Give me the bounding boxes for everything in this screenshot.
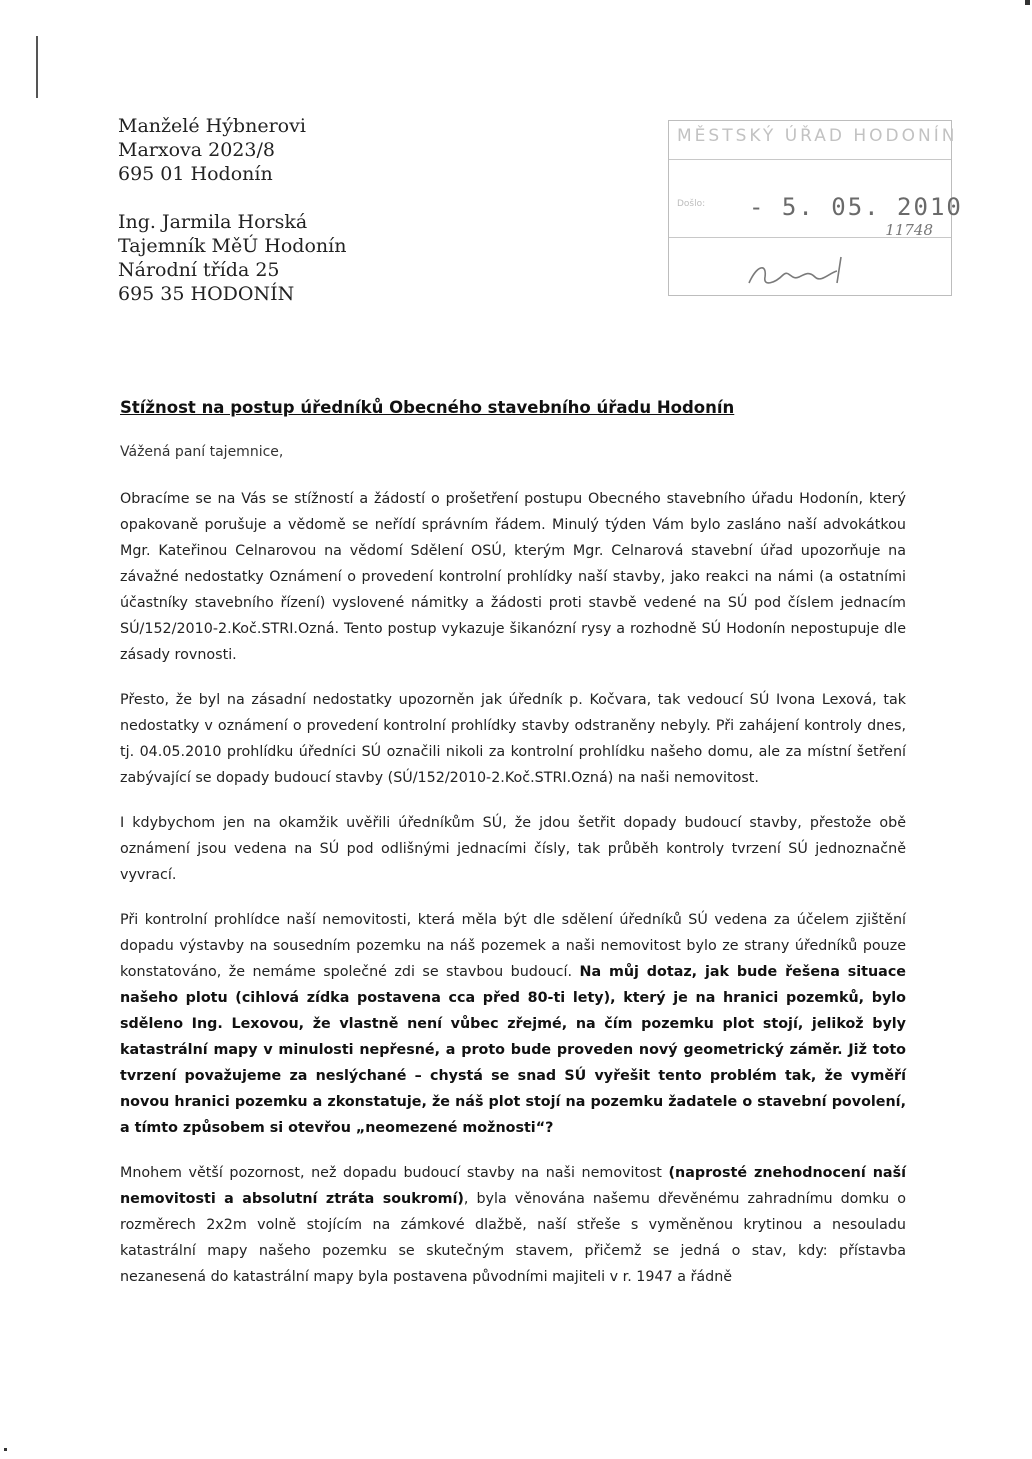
paragraph-4-bold-text: Na můj dotaz, jak bude řešena situace našeho plotu (cihlová zídka postavena cca před 80-ti lety), který je na hranici pozemků, bylo sděleno Ing. Lexovou, že vlastně není vůbec zřejmé, na čím pozemku plot stojí, jelikož byly katastrální mapy v minulosti nepřesné, a proto bude proveden nový geometrický záměr. Již toto tvrzení považujeme za neslýchané – chystá se snad SÚ vyřešit tento problém tak, že vyměří novou hranici pozemku a zkonstatuje, že náš plot stojí na pozemku žadatele o stavební povolení, a tímto způsobem si otevřou „neomezené možnosti“? [120,964,906,1136]
stamp-divider [669,159,951,160]
paragraph-5-bold-text: (naprosté znehodnocení naší nemovitosti a absolutní ztráta soukromí) [120,1165,906,1207]
letter-title: Stížnost na postup úředníků Obecného stavebního úřadu Hodonín [120,398,735,417]
scan-artifact-dot [4,1448,7,1451]
recipient-name: Ing. Jarmila Horská [118,211,308,233]
recipient-role: Tajemník MěÚ Hodonín [118,235,347,257]
sender-name: Manželé Hýbnerovi [118,115,306,137]
receipt-stamp [668,120,963,296]
paragraph-5-text-cont: , byla věnována našemu dřevěnému zahradnímu domku o rozměrech 2x2m volně stojícím na zámkové dlažbě, naší střeše s vyměněnou krytinou a nesouladu katastrální mapy našeho pozemku se skutečným stavem, přičemž se jedná o stav, kdy: přístavba nezanesená do katastrální mapy byla postavena původními majiteli v r. 1947 a řádně [120,1191,906,1285]
stamp-number: 11748 [885,221,933,239]
sender-address [118,114,306,186]
recipient-city: 695 35 HODONÍN [118,283,295,305]
stamp-date: - 5. 05. 2010 [749,193,963,221]
scan-artifact-mark [36,36,38,98]
stamp-date-label: Došlo: [677,199,706,209]
stamp-header: MĚSTSKÝ ÚŘAD HODONÍN [677,126,958,146]
letter-body [120,486,906,1309]
sender-street: Marxova 2023/8 [118,139,275,161]
recipient-address [118,210,346,306]
stamp-signature-icon [745,253,855,293]
sender-city: 695 01 Hodonín [118,163,273,185]
paragraph-4-text: Při kontrolní prohlídce naší nemovitosti, která měla být dle sdělení úředníků SÚ vedena za účelem zjištění dopadu výstavby na sousedním pozemku na náš pozemek a naši nemovitost bylo ze strany úředníků pouze konstatováno, že nemáme společné zdi se stavbou budoucí. [120,912,906,980]
paragraph-2: Přesto, že byl na zásadní nedostatky upozorněn jak úředník p. Kočvara, tak vedoucí SÚ Ivona Lexová, tak nedostatky v oznámení o provedení kontrolní prohlídky stavby odstraněny nebyly. Při zahájení kontroly dnes, tj. 04.05.2010 prohlídku úředníci SÚ označili nikoli za kontrolní prohlídku našeho domu, ale za místní šetření zabývající se dopady budoucí stavby (SÚ/152/2010-2.Koč.STRI.Ozná) na naši nemovitost. [120,692,906,786]
letter-greeting: Vážená paní tajemnice, [120,444,284,460]
recipient-street: Národní třída 25 [118,259,280,281]
paragraph-3: I kdybychom jen na okamžik uvěřili úředníkům SÚ, že jdou šetřit dopady budoucí stavby, přestože obě oznámení jsou vedena na SÚ pod odlišnými jednacími čísly, tak průběh kontroly tvrzení SÚ jednoznačně vyvrací. [120,815,906,883]
paragraph-5-text: Mnohem větší pozornost, než dopadu budoucí stavby na naši nemovitost [120,1165,669,1181]
paragraph-4 [120,907,906,1141]
paragraph-5 [120,1160,906,1290]
scan-artifact-dot [1025,0,1030,5]
paragraph-1: Obracíme se na Vás se stížností a žádostí o prošetření postupu Obecného stavebního úřadu Hodonín, který opakovaně porušuje a vědomě se neřídí správním řádem. Minulý týden Vám bylo zasláno naší advokátkou Mgr. Kateřinou Celnarovou na vědomí Sdělení OSÚ, kterým Mgr. Celnarová stavební úřad upozorňuje na závažné nedostatky Oznámení o provedení kontrolní prohlídky naší stavby, jako reakci na námi (a ostatními účastníky stavebního řízení) vyslovené námitky a žádosti proti stavbě vedené na SÚ pod číslem jednacím SÚ/152/2010-2.Koč.STRI.Ozná. Tento postup vykazuje šikanózní rysy a rozhodně SÚ Hodonín nepostupuje dle zásady rovnosti. [120,491,906,663]
